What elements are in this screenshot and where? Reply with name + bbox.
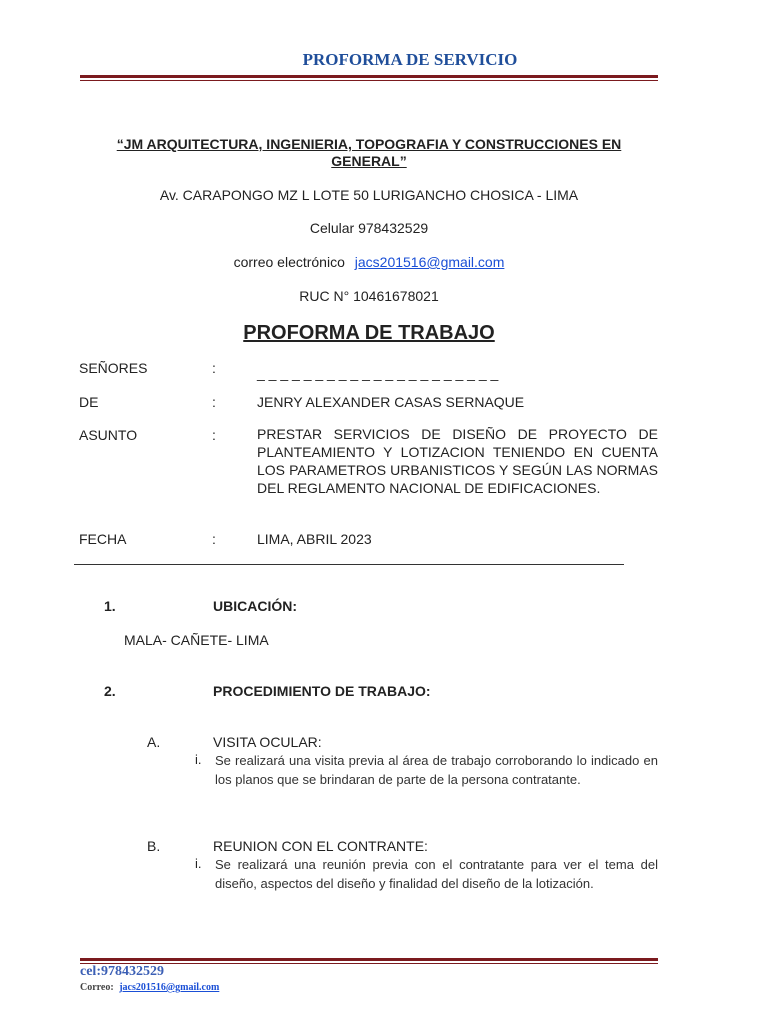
company-ruc: RUC N° 10461678021 [299,288,439,304]
footer-email-line [80,982,219,993]
subsection-letter: B. [147,838,161,854]
footer-email-label: Correo: [80,982,114,993]
subsection-title-reunion: REUNION CON EL CONTRANTE: [213,838,428,854]
section-divider [74,564,624,565]
page-header-title: PROFORMA DE SERVICIO [302,50,518,69]
row-colon: : [212,531,216,547]
section-number: 2. [104,683,116,699]
footer-email-link[interactable]: jacs201516@gmail.com [119,982,220,993]
list-item-number: i. [195,752,202,767]
row-label-asunto: ASUNTO [79,427,138,443]
subsection-letter: A. [147,734,161,750]
company-address: Av. CARAPONGO MZ L LOTE 50 LURIGANCHO CHOSICA - LIMA [159,187,579,203]
row-value-asunto: PRESTAR SERVICIOS DE DISEÑO DE PROYECTO DE PLANTEAMIENTO Y LOTIZACION TENIENDO EN CUENTA LOS PARAMETROS URBANISTICOS Y SEGÚN LAS NORMAS DEL REGLAMENTO NACIONAL DE EDIFICACIONES. [257,426,658,496]
email-link[interactable]: jacs201516@gmail.com [354,254,505,270]
row-label-senores: SEÑORES [79,360,148,376]
row-colon: : [212,394,216,410]
header-rule-thin [80,80,658,81]
list-item-text-visita: Se realizará una visita previa al área de trabajo corroborando lo indicado en los planos que se brindaran de parte de la persona contratante. [215,753,658,787]
row-label-fecha: FECHA [79,531,127,547]
section-title-procedimiento: PROCEDIMIENTO DE TRABAJO: [213,683,431,699]
row-colon: : [212,360,216,376]
footer-rule [80,958,658,961]
company-phone: Celular 978432529 [309,220,429,236]
document-title: PROFORMA DE TRABAJO [243,322,495,344]
row-value-de: JENRY ALEXANDER CASAS SERNAQUE [257,394,525,410]
section-title-ubicacion: UBICACIÓN: [213,598,297,614]
row-value-senores: _ _ _ _ _ _ _ _ _ _ _ _ _ _ _ _ _ _ _ _ _ [257,365,499,381]
list-item-number: i. [195,856,202,871]
subsection-title-visita: VISITA OCULAR: [213,734,322,750]
footer-cel: cel:978432529 [80,964,164,979]
section-number: 1. [104,598,116,614]
row-colon: : [212,427,216,443]
company-name: “JM ARQUITECTURA, INGENIERIA, TOPOGRAFIA Y CONSTRUCCIONES EN GENERAL” [116,136,622,169]
row-value-fecha: LIMA, ABRIL 2023 [257,531,372,547]
email-label: correo electrónico [233,254,345,270]
company-email-line [80,254,658,270]
header-rule [80,75,658,78]
list-item-text-reunion: Se realizará una reunión previa con el contratante para ver el tema del diseño, aspectos del diseño y finalidad del diseño de la lotización. [215,857,658,891]
location-text: MALA- CAÑETE- LIMA [124,632,269,648]
footer-rule-thin [80,963,658,964]
row-label-de: DE [79,394,99,410]
